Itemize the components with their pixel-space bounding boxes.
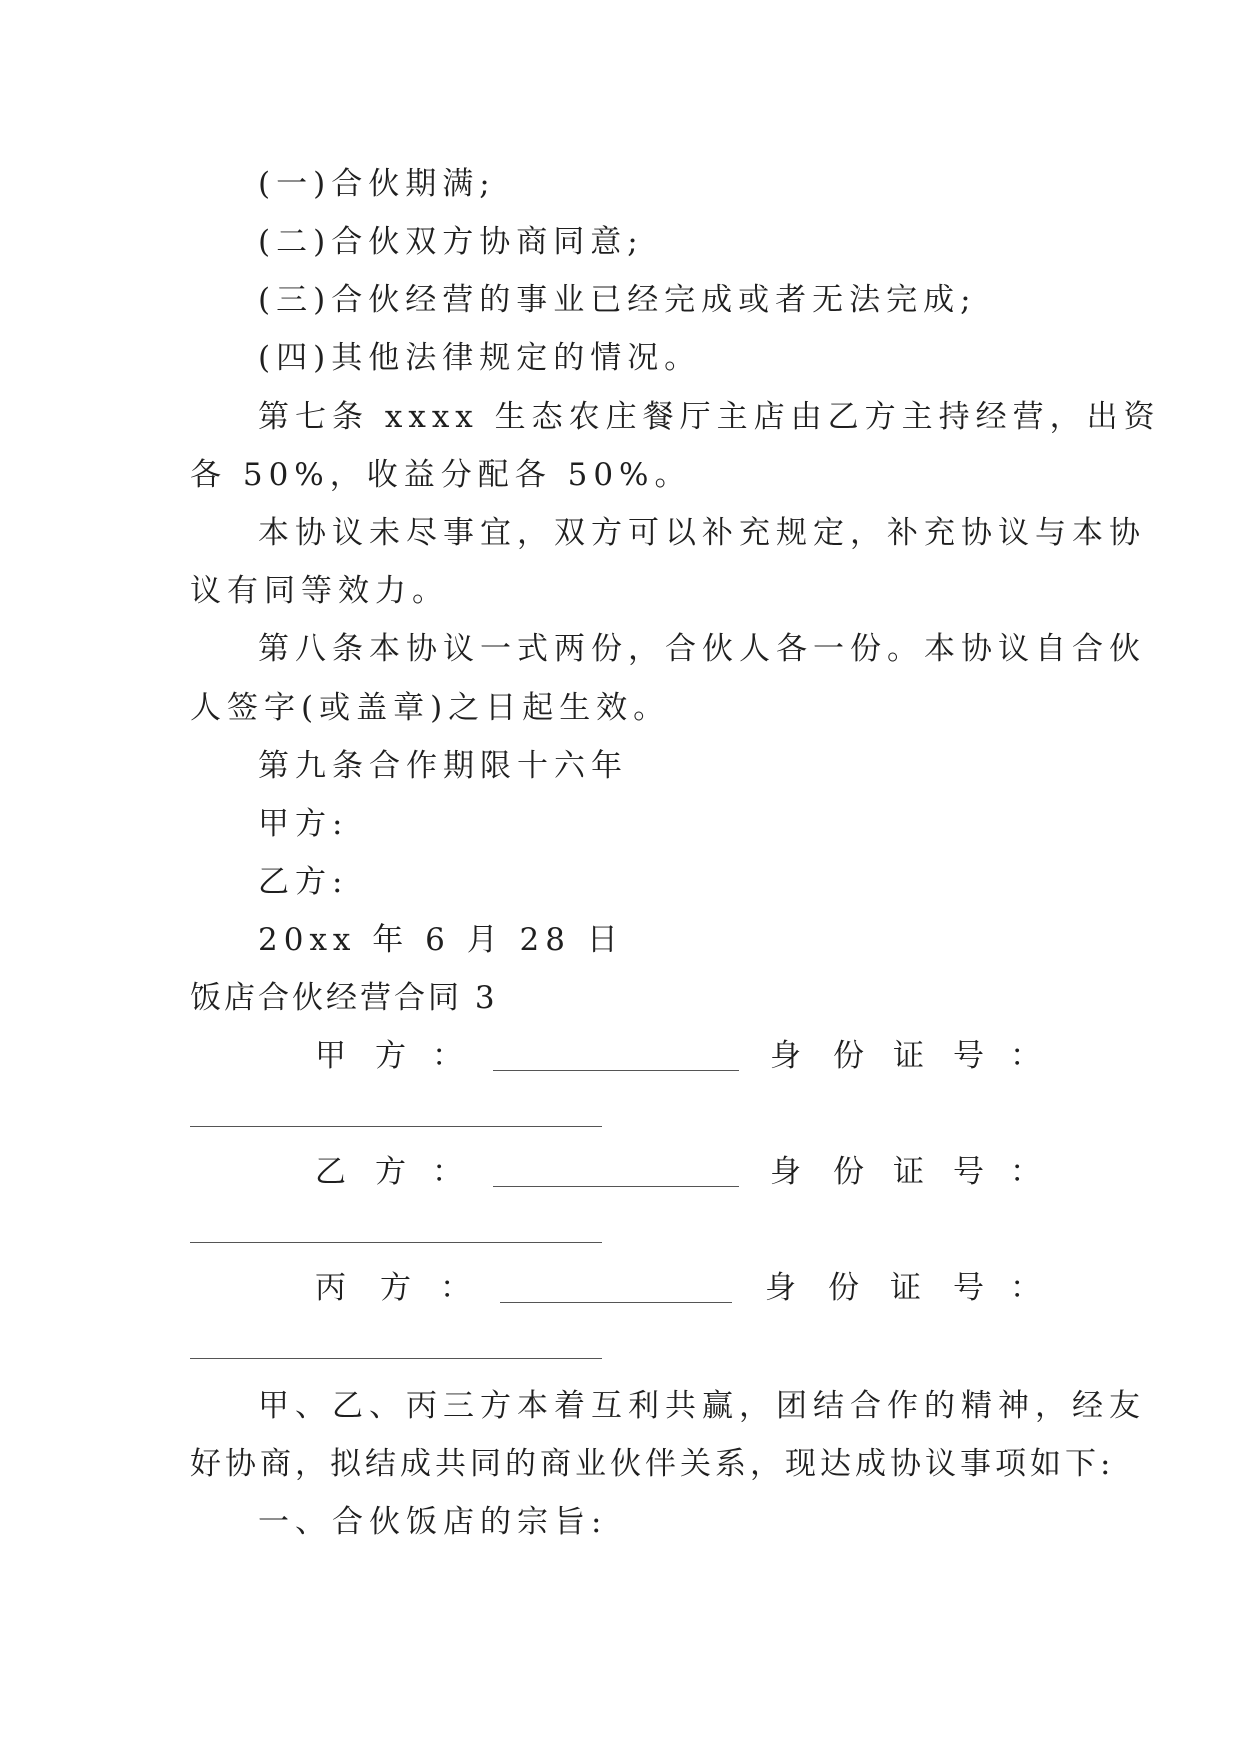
party-b-id-blank[interactable] [190,1242,602,1243]
preamble-line-2: 好协商，拟结成共同的商业伙伴关系，现达成协议事项如下: [190,1446,1115,1482]
party-b-row [0,1152,1241,1192]
party-c-row [0,1268,1241,1308]
party-b-char-1: 乙 [315,1154,346,1190]
clause-item-3: (三)合伙经营的事业已经完成或者无法完成; [258,282,977,318]
party-a-id-char-2: 份 [833,1038,864,1074]
party-c-id-char-1: 身 [765,1270,796,1306]
party-a-name-blank[interactable] [493,1070,739,1071]
party-c-name-blank[interactable] [500,1302,732,1303]
party-b-name-blank[interactable] [493,1186,739,1187]
article-8-line-2: 人签字(或盖章)之日起生效。 [190,690,671,726]
article-9: 第九条合作期限十六年 [258,748,628,784]
party-b-id-char-1: 身 [770,1154,801,1190]
party-b-id-char-2: 份 [833,1154,864,1190]
party-a-colon: ： [432,1038,463,1074]
signature-date: 20xx 年 6 月 28 日 [258,922,624,958]
party-b-id-char-3: 证 [893,1154,924,1190]
party-a-row [0,1036,1241,1076]
article-7-line-2: 各 50%，收益分配各 50%。 [190,457,692,493]
party-c-id-char-4: 号 [953,1270,984,1306]
section-heading-purpose: 一、合伙饭店的宗旨: [258,1504,608,1540]
party-c-id-blank[interactable] [190,1358,602,1359]
party-a-id-colon: ： [1010,1038,1041,1074]
party-b-colon: ： [432,1154,463,1190]
supplement-line-2: 议有同等效力。 [190,573,449,609]
party-b-char-2: 方 [375,1154,406,1190]
party-c-char-2: 方 [380,1270,411,1306]
clause-item-4: (四)其他法律规定的情况。 [258,340,702,376]
supplement-line-1: 本协议未尽事宜，双方可以补充规定，补充协议与本协 [258,515,1146,551]
party-a-id-char-3: 证 [893,1038,924,1074]
section-title: 饭店合伙经营合同 3 [190,980,498,1016]
signature-party-b: 乙方: [258,864,349,900]
party-c-id-char-2: 份 [828,1270,859,1306]
party-c-id-colon: ： [1010,1270,1041,1306]
party-b-id-char-4: 号 [953,1154,984,1190]
signature-party-a: 甲方: [258,806,349,842]
clause-item-1: (一)合伙期满; [258,166,496,202]
article-7-line-1: 第七条 xxxx 生态农庄餐厅主店由乙方主持经营，出资 [258,399,1161,435]
party-c-id-char-3: 证 [890,1270,921,1306]
party-a-id-char-4: 号 [953,1038,984,1074]
party-a-id-char-1: 身 [770,1038,801,1074]
party-c-colon: ： [440,1270,471,1306]
party-a-char-1: 甲 [315,1038,346,1074]
preamble-line-1: 甲、乙、丙三方本着互利共赢，团结合作的精神，经友 [258,1388,1146,1424]
party-a-id-blank[interactable] [190,1126,602,1127]
clause-item-2: (二)合伙双方协商同意; [258,224,644,260]
party-c-char-1: 丙 [315,1270,346,1306]
party-a-char-2: 方 [375,1038,406,1074]
party-b-id-colon: ： [1010,1154,1041,1190]
article-8-line-1: 第八条本协议一式两份，合伙人各一份。本协议自合伙 [258,631,1146,667]
